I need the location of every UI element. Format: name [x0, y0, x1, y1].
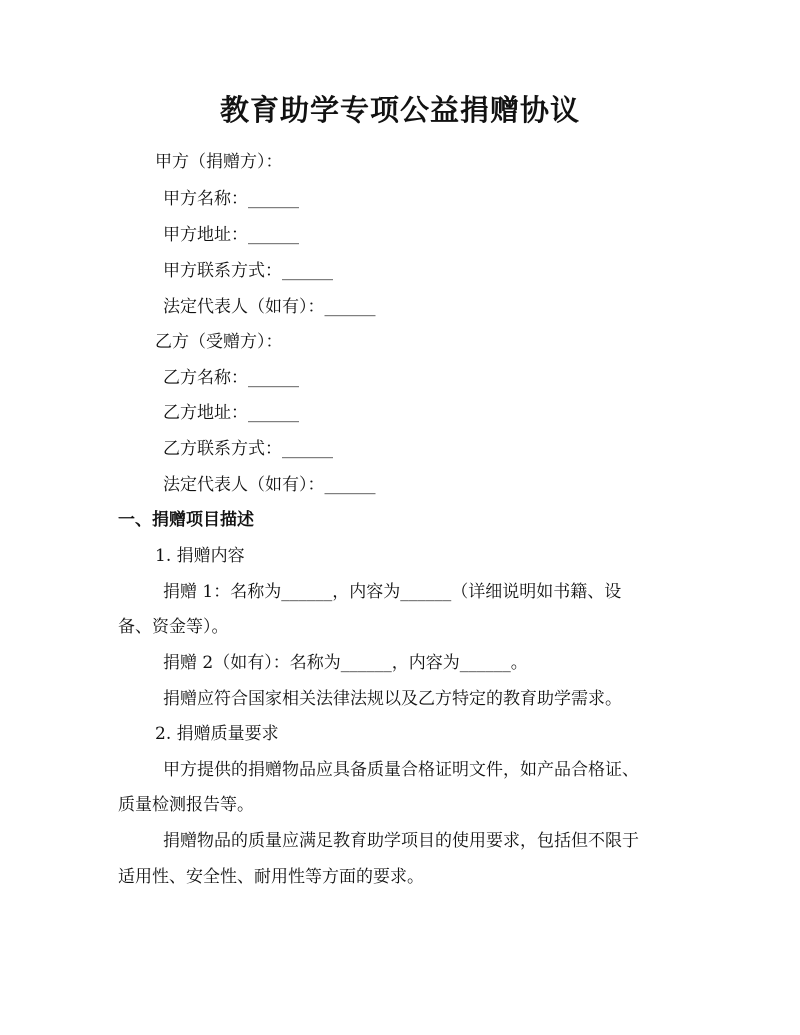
quality-1-line-2: 质量检测报告等。 — [118, 795, 254, 815]
party-b-contact-field: 乙方联系方式：______ — [163, 439, 333, 459]
party-b-name-field: 乙方名称：______ — [163, 368, 299, 388]
party-a-legal-rep-field: 法定代表人（如有）：______ — [163, 297, 376, 317]
donation-1-line-2: 备、资金等）。 — [118, 617, 229, 637]
party-b-legal-rep-field: 法定代表人（如有）：______ — [163, 475, 376, 495]
party-a-contact-field: 甲方联系方式：______ — [163, 261, 333, 281]
party-b-address-field: 乙方地址：______ — [163, 403, 299, 423]
section-1-heading: 一、捐赠项目描述 — [118, 510, 254, 530]
item-2-heading: 2. 捐赠质量要求 — [155, 724, 279, 744]
quality-2-line-2: 适用性、安全性、耐用性等方面的要求。 — [118, 867, 424, 887]
item-1-heading: 1. 捐赠内容 — [155, 546, 245, 566]
document-title: 教育助学专项公益捐赠协议 — [219, 93, 580, 127]
quality-2-line-1: 捐赠物品的质量应满足教育助学项目的使用要求，包括但不限于 — [163, 831, 639, 851]
party-a-name-field: 甲方名称：______ — [163, 189, 299, 209]
party-b-heading: 乙方（受赠方）： — [155, 332, 283, 352]
compliance-line: 捐赠应符合国家相关法律法规以及乙方特定的教育助学需求。 — [163, 689, 622, 709]
donation-2-line: 捐赠 2（如有）：名称为______，内容为______。 — [163, 653, 528, 673]
quality-1-line-1: 甲方提供的捐赠物品应具备质量合格证明文件，如产品合格证、 — [163, 760, 639, 780]
donation-1-line-1: 捐赠 1：名称为______，内容为______（详细说明如书籍、设 — [163, 582, 622, 602]
party-a-heading: 甲方（捐赠方）： — [155, 152, 283, 172]
party-a-address-field: 甲方地址：______ — [163, 225, 299, 245]
